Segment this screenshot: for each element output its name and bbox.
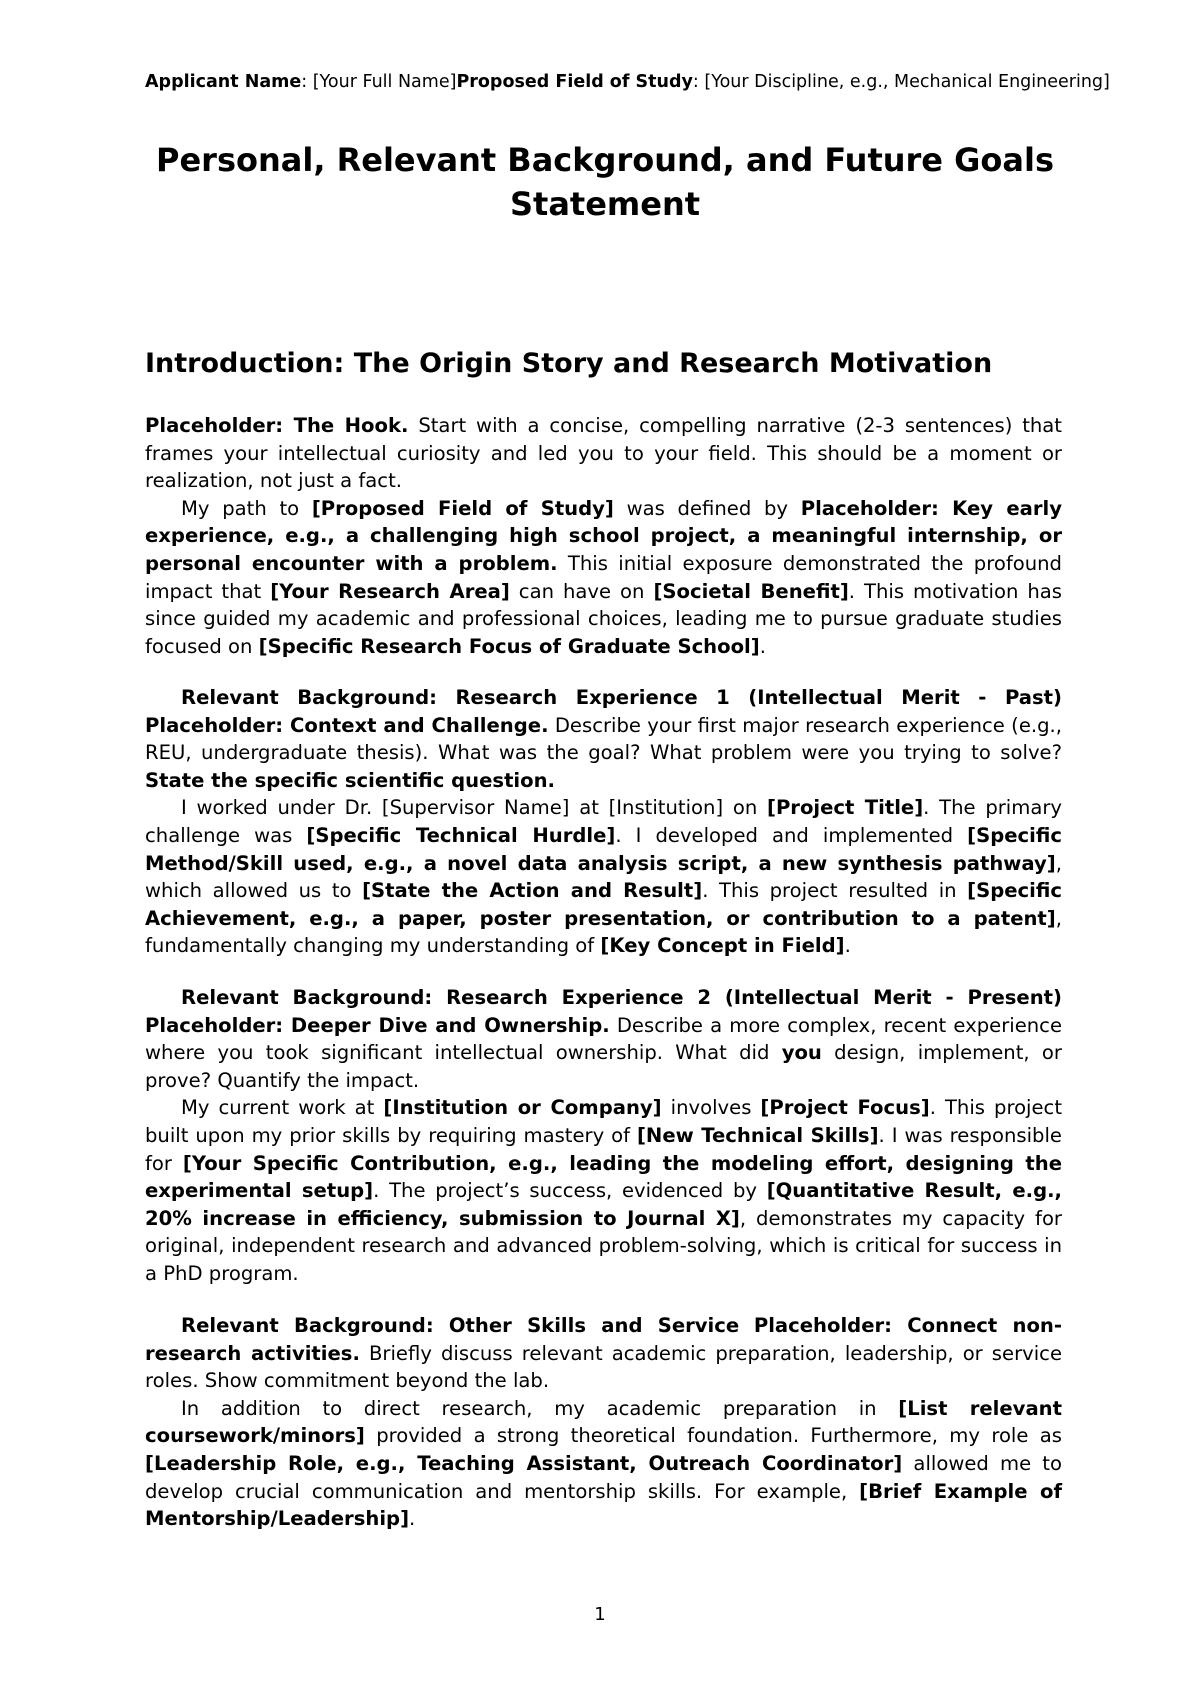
experience-2-placeholder-label: Placeholder: Deeper Dive and Ownership. <box>145 1013 610 1037</box>
exp2-text: . The project’s success, evidenced by <box>373 1179 767 1203</box>
experience-1-placeholder-text: Describe your first major research experience (e.g., REU, undergraduate thesis). What was the goal? What problem were you trying to solve? <box>145 713 1062 765</box>
institution-placeholder: [Institution or Company] <box>383 1096 662 1120</box>
action-result-placeholder: [State the Action and Result] <box>362 879 703 903</box>
project-focus-placeholder: [Project Focus] <box>760 1096 930 1120</box>
skills-text: provided a strong theoretical foundation. Furthermore, my role as <box>364 1424 1062 1448</box>
field-placeholder: [Proposed Field of Study] <box>311 496 614 520</box>
method-skill-placeholder: [Specific Method/Skill used, e.g., a novel data analysis script, a new synthesis pathway] <box>145 823 1063 875</box>
experience-2-placeholder-text: design, implement, or prove? Quantify the impact. <box>145 1041 1062 1092</box>
title-line-2: Statement <box>509 185 701 223</box>
hook-text: Start with a concise, compelling narrative (2-3 sentences) that frames your intellectual curiosity and led you to your field. This should be a moment or realization, not just a fact. <box>145 414 1062 493</box>
mentorship-example-placeholder: [Brief Example of Mentorship/Leadership] <box>145 1479 1063 1531</box>
experience-1-placeholder-label: Placeholder: Context and Challenge. <box>145 713 549 737</box>
experience-1-heading: Relevant Background: Research Experience 1 (Intellectual Merit - Past) <box>181 686 1062 709</box>
exp1-text: . The primary challenge was <box>145 796 1062 847</box>
early-experience-placeholder: Placeholder: Key early experience, e.g., a challenging high school project, a meaningful internship, or personal encounter with a problem. <box>145 496 1062 575</box>
leadership-role-placeholder: [Leadership Role, e.g., Teaching Assistant, Outreach Coordinator] <box>145 1451 903 1475</box>
skills-placeholder-paragraph <box>145 1312 1062 1395</box>
intro-path-paragraph <box>145 495 1062 661</box>
applicant-name-label: Applicant Name <box>145 72 302 92</box>
technical-hurdle-placeholder: [Specific Technical Hurdle] <box>306 823 616 847</box>
exp2-text: My current work at <box>181 1096 384 1120</box>
quantitative-result-placeholder: [Quantitative Result, e.g., 20% increase in efficiency, submission to Journal X] <box>145 1179 1062 1230</box>
applicant-header: Applicant Name: [Your Full Name]Proposed Field of Study: [Your Discipline, e.g., Mechanical Engineering] <box>145 72 1110 92</box>
skills-placeholder-label: Placeholder: Connect non-research activities. <box>145 1314 1062 1365</box>
document-title <box>145 138 1065 226</box>
intro-text: was defined by <box>613 496 801 520</box>
project-title-placeholder: [Project Title] <box>766 796 924 820</box>
societal-benefit-placeholder: [Societal Benefit] <box>653 579 849 603</box>
field-of-study-label: Proposed Field of Study <box>456 72 693 92</box>
exp1-text: , fundamentally changing my understanding of <box>145 906 1062 958</box>
experience-2-section <box>145 984 1062 1288</box>
skills-paragraph <box>145 1395 1062 1533</box>
intro-hook-paragraph <box>145 412 1062 495</box>
key-concept-placeholder: [Key Concept in Field] <box>600 934 845 958</box>
skills-text: allowed me to develop crucial communication and mentorship skills. For example, <box>145 1451 1062 1503</box>
field-of-study-value: [Your Discipline, e.g., Mechanical Engineering] <box>704 72 1110 92</box>
intro-text: . This motivation has since guided my academic and professional choices, leading me to pursue graduate studies focused on <box>145 579 1062 658</box>
experience-2-placeholder-paragraph <box>145 984 1062 1094</box>
experience-2-heading: Relevant Background: Research Experience 2 (Intellectual Merit - Present) <box>181 986 1062 1009</box>
exp1-text: . This project resulted in <box>702 879 968 903</box>
skills-placeholder-text: Briefly discuss relevant academic preparation, leadership, or service roles. Show commitment beyond the lab. <box>145 1341 1062 1393</box>
exp1-text: I worked under Dr. [Supervisor Name] at [Institution] on <box>181 796 767 820</box>
skills-section <box>145 1312 1062 1533</box>
skills-text: . <box>409 1507 416 1531</box>
intro-text: . <box>759 634 766 658</box>
exp1-text: . I developed and implemented <box>615 823 968 847</box>
achievement-placeholder: [Specific Achievement, e.g., a paper, poster presentation, or contribution to a patent] <box>145 879 1062 930</box>
exp1-text: . <box>844 934 851 958</box>
coursework-placeholder: [List relevant coursework/minors] <box>145 1396 1062 1448</box>
skills-text: In addition to direct research, my academic preparation in <box>181 1396 899 1420</box>
intro-text: My path to <box>181 496 312 520</box>
intro-text: can have on <box>509 579 654 603</box>
exp2-text: , demonstrates my capacity for original, independent research and advanced problem-solving, which is critical for success in a PhD program. <box>145 1206 1062 1285</box>
intro-section <box>145 412 1062 660</box>
skills-heading: Relevant Background: Other Skills and Service <box>181 1314 740 1337</box>
experience-1-paragraph <box>145 794 1062 960</box>
experience-1-question: State the specific scientific question. <box>145 768 556 792</box>
experience-1-section <box>145 684 1062 960</box>
contribution-placeholder: [Your Specific Contribution, e.g., leading the modeling effort, designing the experimental setup] <box>145 1151 1062 1203</box>
exp2-text: . This project built upon my prior skills by requiring mastery of <box>145 1096 1063 1147</box>
research-focus-placeholder: [Specific Research Focus of Graduate School] <box>258 634 760 658</box>
exp2-text: . I was responsible for <box>145 1123 1062 1175</box>
hook-label: Placeholder: The Hook. <box>145 414 409 437</box>
exp1-text: , which allowed us to <box>145 851 1062 903</box>
page-number: 1 <box>594 1604 606 1625</box>
intro-section-heading: Introduction: The Origin Story and Research Motivation <box>145 348 993 379</box>
exp2-text: involves <box>661 1096 761 1120</box>
applicant-name-value: [Your Full Name] <box>312 72 457 92</box>
experience-2-placeholder-text: Describe a more complex, recent experience where you took significant intellectual ownership. What did <box>145 1013 1062 1065</box>
experience-1-placeholder-paragraph <box>145 684 1062 794</box>
emphasis-you: you <box>781 1041 822 1065</box>
technical-skills-placeholder: [New Technical Skills] <box>636 1123 879 1147</box>
research-area-placeholder: [Your Research Area] <box>270 579 510 603</box>
experience-2-paragraph <box>145 1094 1062 1287</box>
title-line-1: Personal, Relevant Background, and Future Goals <box>156 141 1054 179</box>
intro-text: This initial exposure demonstrated the profound impact that <box>145 551 1062 603</box>
